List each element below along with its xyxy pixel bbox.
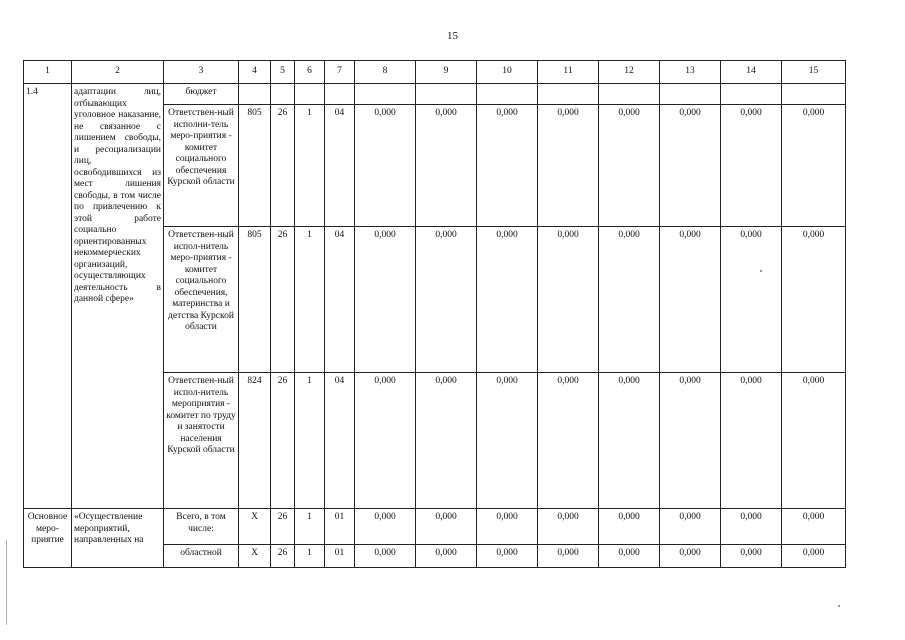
executor-cell: Ответствен-ный испол-нитель мероприятия - комитет по труду и занятости населения Курской области bbox=[164, 373, 239, 509]
table-cell: 805 bbox=[239, 227, 271, 373]
table-cell: 0,000 bbox=[660, 509, 721, 545]
funding-source-cell: областной bbox=[164, 545, 239, 568]
table-cell: 0,000 bbox=[477, 373, 538, 509]
main-event-label: Основное меро-приятие bbox=[24, 509, 72, 568]
table-cell: 0,000 bbox=[416, 373, 477, 509]
header-cell: 5 bbox=[271, 61, 295, 84]
table-cell: 0,000 bbox=[355, 105, 416, 227]
header-cell: 8 bbox=[355, 61, 416, 84]
table-cell: 805 bbox=[239, 105, 271, 227]
table-cell: 0,000 bbox=[721, 545, 782, 568]
table-cell: Х bbox=[239, 545, 271, 568]
table-cell: 04 bbox=[325, 227, 355, 373]
table-cell: 0,000 bbox=[599, 373, 660, 509]
header-cell: 1 bbox=[24, 61, 72, 84]
main-event-description: «Осуществление мероприятий, направленных на bbox=[72, 509, 164, 568]
table-row bbox=[24, 509, 846, 545]
table-cell: 04 bbox=[325, 373, 355, 509]
table-cell: 824 bbox=[239, 373, 271, 509]
table-cell: 0,000 bbox=[416, 545, 477, 568]
table-cell: 26 bbox=[271, 227, 295, 373]
table-cell: 0,000 bbox=[538, 227, 599, 373]
header-cell: 12 bbox=[599, 61, 660, 84]
executor-cell: Ответствен-ный испол-нитель меро-приятия - комитет социального обеспечения, материнства и детства Курской области bbox=[164, 227, 239, 373]
table-cell: 1 bbox=[295, 545, 325, 568]
header-cell: 15 bbox=[782, 61, 846, 84]
table-cell: 0,000 bbox=[599, 509, 660, 545]
table-cell: 0,000 bbox=[599, 227, 660, 373]
table-cell: 0,000 bbox=[477, 545, 538, 568]
table-cell: 1 bbox=[295, 509, 325, 545]
table-cell: 0,000 bbox=[538, 373, 599, 509]
table-cell: 01 bbox=[325, 509, 355, 545]
table-cell: 0,000 bbox=[721, 509, 782, 545]
table-cell: 0,000 bbox=[782, 509, 846, 545]
table-cell: 0,000 bbox=[660, 105, 721, 227]
header-cell: 3 bbox=[164, 61, 239, 84]
table-cell: 0,000 bbox=[355, 227, 416, 373]
header-cell: 6 bbox=[295, 61, 325, 84]
table-cell: 0,000 bbox=[355, 373, 416, 509]
table-cell: 26 bbox=[271, 373, 295, 509]
header-cell: 7 bbox=[325, 61, 355, 84]
table-cell: 0,000 bbox=[416, 509, 477, 545]
table-cell: 01 bbox=[325, 545, 355, 568]
header-cell: 2 bbox=[72, 61, 164, 84]
table-cell: 0,000 bbox=[538, 509, 599, 545]
table-cell: 26 bbox=[271, 105, 295, 227]
table-cell: Х bbox=[239, 509, 271, 545]
scan-speck bbox=[760, 270, 762, 272]
table-cell: 1 bbox=[295, 373, 325, 509]
header-cell: 4 bbox=[239, 61, 271, 84]
table-cell: 0,000 bbox=[782, 545, 846, 568]
executor-cell: Ответствен-ный исполни-тель меро-приятия - комитет социального обеспечения Курской области bbox=[164, 105, 239, 227]
table-cell: 0,000 bbox=[721, 227, 782, 373]
header-cell: 14 bbox=[721, 61, 782, 84]
scan-speck bbox=[838, 605, 840, 607]
table-cell: 0,000 bbox=[416, 227, 477, 373]
scan-artifact-line bbox=[6, 540, 7, 625]
table-cell: 0,000 bbox=[782, 373, 846, 509]
table-cell: 0,000 bbox=[477, 227, 538, 373]
table-cell: 0,000 bbox=[477, 509, 538, 545]
table-cell: 04 bbox=[325, 105, 355, 227]
table-cell: 1 bbox=[295, 227, 325, 373]
header-row bbox=[24, 61, 846, 84]
header-cell: 11 bbox=[538, 61, 599, 84]
table-cell: 0,000 bbox=[416, 105, 477, 227]
header-cell: 10 bbox=[477, 61, 538, 84]
table-cell: 0,000 bbox=[599, 105, 660, 227]
table-cell: 0,000 bbox=[355, 545, 416, 568]
table-row bbox=[24, 84, 846, 105]
funding-source-cell: Всего, в том числе: bbox=[164, 509, 239, 545]
table-cell: 0,000 bbox=[599, 545, 660, 568]
table-cell: 0,000 bbox=[782, 227, 846, 373]
table-cell: 0,000 bbox=[538, 105, 599, 227]
funding-source-cell: бюджет bbox=[164, 84, 239, 105]
table-cell: 0,000 bbox=[660, 227, 721, 373]
header-cell: 9 bbox=[416, 61, 477, 84]
table-cell: 0,000 bbox=[721, 373, 782, 509]
header-cell: 13 bbox=[660, 61, 721, 84]
page-number: 15 bbox=[447, 30, 458, 42]
row-number-cell: 1.4 bbox=[24, 84, 72, 509]
table-cell: 0,000 bbox=[660, 545, 721, 568]
table-cell: 0,000 bbox=[538, 545, 599, 568]
table-cell: 26 bbox=[271, 545, 295, 568]
table-cell: 0,000 bbox=[477, 105, 538, 227]
table-cell: 0,000 bbox=[660, 373, 721, 509]
table-cell: 0,000 bbox=[782, 105, 846, 227]
table-cell: 26 bbox=[271, 509, 295, 545]
description-cell: адаптации лиц, отбывающих уголовное наказание, не связанное с лишением свободы, и ресоциализации лиц, освободившихся из мест лишения свободы, в том числе по привлечению к этой работе социально ориентированных некоммерческих организаций, осуществляющих деятельность в данной сфере» bbox=[72, 84, 164, 509]
table-cell: 1 bbox=[295, 105, 325, 227]
table-cell: 0,000 bbox=[721, 105, 782, 227]
table-cell: 0,000 bbox=[355, 509, 416, 545]
budget-table bbox=[23, 60, 846, 568]
